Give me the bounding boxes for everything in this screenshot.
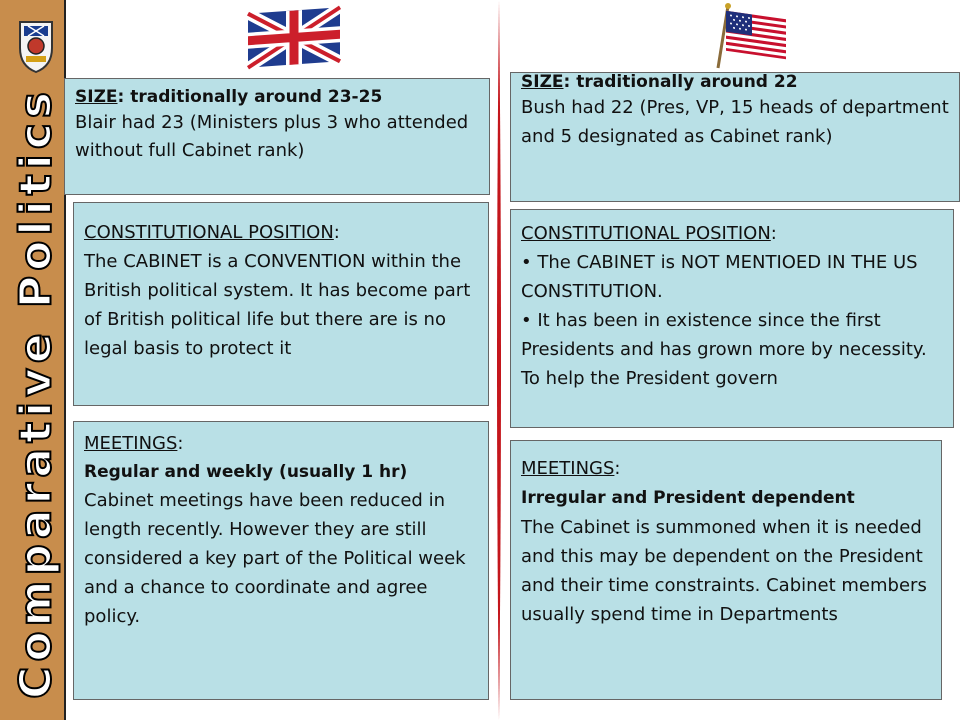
uk-meetings-body: Cabinet meetings have been reduced in length recently. However they are still considered a key part of the Political week and a chance to coordinate and agree policy. [84, 490, 466, 627]
uk-meetings-subheading: Regular and weekly (usually 1 hr) [84, 462, 408, 482]
uk-meetings-box [73, 421, 489, 700]
us-flag-icon [706, 2, 790, 70]
us-meetings-heading: MEETINGS: [521, 458, 621, 479]
uk-constitutional-heading: CONSTITUTIONAL POSITION: [84, 222, 340, 243]
uk-meetings-heading: MEETINGS: [84, 433, 184, 454]
us-size-body: Bush had 22 (Pres, VP, 15 heads of department and 5 designated as Cabinet rank) [521, 97, 949, 147]
us-meetings-box [510, 440, 942, 700]
us-constitutional-bullet-2: • It has been in existence since the first Presidents and has grown more by necessity. To help the President govern [521, 310, 927, 389]
us-constitutional-bullet-1: • The CABINET is NOT MENTIOED IN THE US CONSTITUTION. [521, 252, 918, 302]
us-constitutional-box [510, 209, 954, 428]
school-crest-logo [16, 18, 56, 74]
us-meetings-body: The Cabinet is summoned when it is needed and this may be dependent on the President and their time constraints. Cabinet members usually spend time in Departments [521, 517, 927, 625]
us-constitutional-heading: CONSTITUTIONAL POSITION: [521, 223, 777, 244]
sidebar [0, 0, 66, 720]
us-size-box [510, 72, 960, 202]
uk-size-box [64, 78, 490, 195]
uk-size-heading: SIZE: traditionally around 23-25 [75, 87, 383, 107]
center-divider [495, 0, 503, 720]
uk-constitutional-body: The CABINET is a CONVENTION within the British political system. It has become part of British political life but there are is no legal basis to protect it [84, 251, 471, 359]
uk-size-body: Blair had 23 (Ministers plus 3 who attended without full Cabinet rank) [75, 112, 469, 161]
uk-constitutional-box [73, 202, 489, 406]
us-size-heading: SIZE: traditionally around 22 [521, 72, 798, 92]
uk-flag-icon [244, 4, 344, 70]
us-meetings-subheading: Irregular and President dependent [521, 488, 855, 508]
sidebar-title: Comparative Politics [10, 87, 62, 699]
